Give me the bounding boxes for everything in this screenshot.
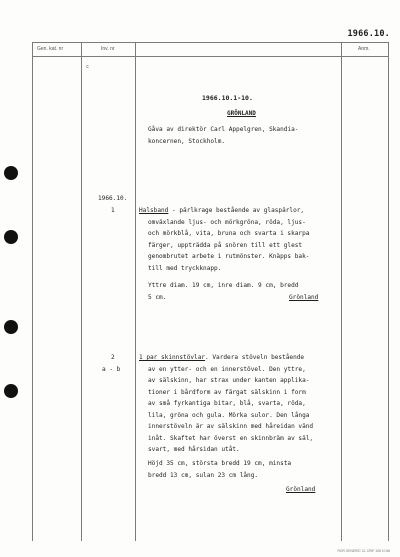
entry-2-line: av en ytter- och en innerstövel. Den yttre, (148, 365, 306, 373)
column-rule-left (32, 42, 33, 541)
entry-1-number: 1 (111, 207, 115, 214)
group-range: 1966.10.1-10. (202, 94, 253, 102)
header-year: 1966.10. (347, 29, 390, 39)
group-region: GRÖNLAND (227, 110, 256, 117)
entry-1-first-line: Halsband - pärlkrage bestående av glaspärlor, (139, 207, 305, 214)
column-head-inv-nr: Inv. nr (101, 46, 115, 52)
gift-line: koncernen, Stockholm. (148, 137, 226, 145)
header-top-rule (32, 42, 388, 43)
column-rule-inv-nr (135, 42, 136, 541)
entry-1-line: och mörkblå, vita, bruna och svarta i skarpa (148, 230, 310, 237)
entry-2-measure: bredd 13 cm, sulan 23 cm lång. (148, 471, 259, 479)
column-head-gen-kat: Gen. kat. nr (37, 46, 64, 52)
entry-2-title: 1 par skinnstövlar (139, 354, 206, 361)
entry-1-line: till med tryckknapp. (148, 264, 222, 272)
entry-1-year: 1966.10. (98, 195, 128, 202)
punch-hole (4, 166, 18, 180)
entry-1-title: Halsband (139, 207, 169, 214)
punch-hole (4, 230, 18, 244)
entry-2-line: lila, gröna och gula. Mörka sulor. Den långa (148, 411, 310, 419)
entry-1-region: Grönland (289, 293, 319, 301)
print-code: ROR GENERIC CL CRIF 108 10 66 (337, 549, 390, 553)
margin-mark: c (86, 64, 90, 70)
column-rule-anm (341, 42, 342, 541)
punch-hole (4, 384, 18, 398)
entry-2-line: svart, med hårsidan utåt. (148, 446, 240, 453)
entry-2-line: inåt. Skaftet har överst en skinnbräm av säl, (148, 434, 314, 442)
entry-1-line: omväxlande ljus- och mörkgröna, röda, ljus- (148, 218, 306, 226)
entry-2-first-line: 1 par skinnstövlar. Vardera stöveln bestående (139, 354, 305, 361)
entry-2-number: 2 (111, 354, 115, 361)
entry-1-line: genombrutet arbete i rutmönster. Knäpps bak- (148, 253, 310, 260)
column-rule-gen-kat (81, 42, 82, 541)
column-head-anm: Anm. (358, 46, 370, 52)
entry-1-line: färger, uppträdda på snören till ett glest (148, 241, 303, 249)
entry-2-line: av små fyrkantiga bitar, blå, svarta, röda, (148, 400, 306, 407)
entry-2-subnumber: a - b (102, 366, 121, 373)
column-rule-right (388, 42, 389, 541)
entry-2-line: tioner i bårdform av färgat sälskinn i form (148, 388, 306, 396)
punch-hole (4, 320, 18, 334)
entry-2-region: Grönland (286, 486, 316, 493)
entry-2-line: innerstöveln är av sälskinn med håreidan vänd (148, 423, 314, 430)
entry-1-last: 5 cm. (148, 293, 167, 301)
entry-2-measure: Höjd 35 cm, största bredd 19 cm, minsta (148, 460, 292, 467)
entry-1-measure: Yttre diam. 19 cm, inre diam. 9 cm, bredd (148, 282, 299, 289)
gift-line: Gåva av direktör Carl Appelgren, Skandia- (148, 126, 299, 133)
entry-2-line: av sälskinn, har strax under kanten applika- (148, 377, 310, 384)
header-bottom-rule (32, 56, 388, 57)
